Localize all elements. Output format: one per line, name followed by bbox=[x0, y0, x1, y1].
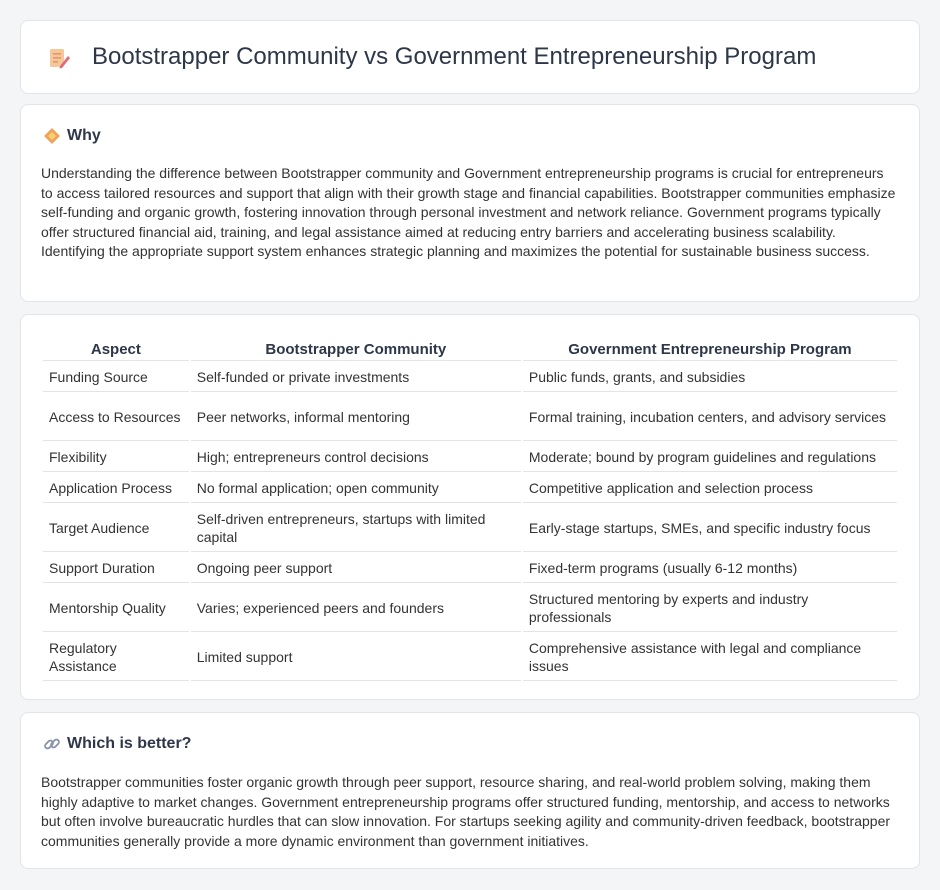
table-row bbox=[43, 505, 897, 552]
cell-government: Structured mentoring by experts and industry professionals bbox=[523, 585, 897, 632]
better-title: Which is better? bbox=[67, 735, 192, 752]
header-card bbox=[20, 20, 920, 94]
table-row bbox=[43, 585, 897, 632]
table-row bbox=[43, 363, 897, 392]
table-row bbox=[43, 394, 897, 441]
cell-bootstrapper: No formal application; open community bbox=[191, 474, 521, 503]
better-body: Bootstrapper communities foster organic growth through peer support, resource sharing, and real-world problem solving, making them highly adaptive to market changes. Government entrepreneurship programs offer structured funding, mentorship, and access to networks but often involve bureaucratic hurdles that can slow innovation. For startups seeking agility and community-driven feedback, bootstrapper communities generally provide a more dynamic environment than government initiatives. bbox=[41, 774, 891, 849]
cell-aspect: Application Process bbox=[43, 474, 189, 503]
which-is-better-section bbox=[20, 712, 920, 869]
cell-bootstrapper: High; entrepreneurs control decisions bbox=[191, 443, 521, 472]
table-row bbox=[43, 554, 897, 583]
document-pencil-icon bbox=[48, 47, 70, 69]
cell-bootstrapper: Self-funded or private investments bbox=[191, 363, 521, 392]
why-title: Why bbox=[67, 127, 101, 144]
diamond-icon bbox=[43, 127, 61, 145]
why-heading bbox=[43, 127, 101, 145]
cell-aspect: Mentorship Quality bbox=[43, 585, 189, 632]
cell-government: Formal training, incubation centers, and advisory services bbox=[523, 394, 897, 441]
table-row bbox=[43, 443, 897, 472]
cell-bootstrapper: Self-driven entrepreneurs, startups with limited capital bbox=[191, 505, 521, 552]
link-icon bbox=[43, 735, 61, 753]
cell-aspect: Flexibility bbox=[43, 443, 189, 472]
table-row bbox=[43, 634, 897, 681]
table-header-row bbox=[43, 337, 897, 361]
cell-aspect: Support Duration bbox=[43, 554, 189, 583]
page-title: Bootstrapper Community vs Government Entrepreneurship Program bbox=[92, 43, 817, 70]
why-section bbox=[20, 104, 920, 302]
better-heading bbox=[43, 735, 191, 753]
cell-aspect: Regulatory Assistance bbox=[43, 634, 189, 681]
cell-bootstrapper: Peer networks, informal mentoring bbox=[191, 394, 521, 441]
cell-government: Public funds, grants, and subsidies bbox=[523, 363, 897, 392]
column-header-government: Government Entrepreneurship Program bbox=[523, 337, 897, 361]
cell-government: Early-stage startups, SMEs, and specific industry focus bbox=[523, 505, 897, 552]
cell-government: Comprehensive assistance with legal and compliance issues bbox=[523, 634, 897, 681]
column-header-aspect: Aspect bbox=[43, 337, 189, 361]
cell-aspect: Funding Source bbox=[43, 363, 189, 392]
table-row bbox=[43, 474, 897, 503]
comparison-table bbox=[41, 335, 899, 683]
cell-aspect: Access to Resources bbox=[43, 394, 189, 441]
cell-aspect: Target Audience bbox=[43, 505, 189, 552]
comparison-card bbox=[20, 314, 920, 700]
why-body: Understanding the difference between Bootstrapper community and Government entrepreneurship programs is crucial for entrepreneurs to access tailored resources and support that align with their growth stage and financial capabilities. Bootstrapper communities emphasize self-funding and organic growth, fostering innovation through personal investment and network reliance. Government programs typically offer structured financial aid, training, and legal assistance aimed at reducing entry barriers and accelerating business scalability. Identifying the appropriate support system enhances strategic planning and maximizes the potential for sustainable business success. bbox=[41, 165, 896, 260]
cell-bootstrapper: Ongoing peer support bbox=[191, 554, 521, 583]
cell-bootstrapper: Varies; experienced peers and founders bbox=[191, 585, 521, 632]
cell-government: Competitive application and selection process bbox=[523, 474, 897, 503]
cell-bootstrapper: Limited support bbox=[191, 634, 521, 681]
column-header-bootstrapper: Bootstrapper Community bbox=[191, 337, 521, 361]
cell-government: Fixed-term programs (usually 6-12 months) bbox=[523, 554, 897, 583]
cell-government: Moderate; bound by program guidelines and regulations bbox=[523, 443, 897, 472]
